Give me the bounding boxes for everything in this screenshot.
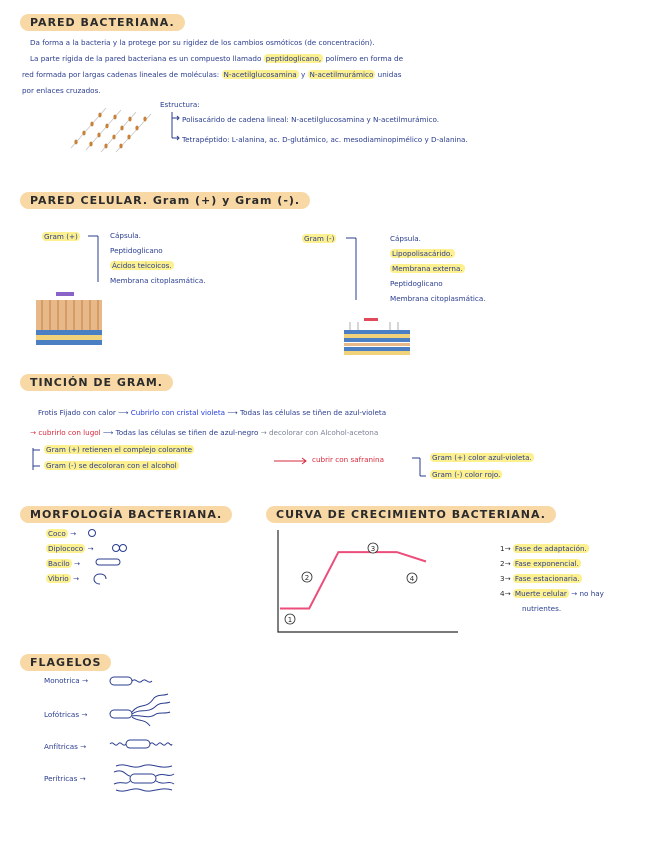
bacilo-icon	[96, 559, 120, 565]
gram-pos-item: Cápsula.	[110, 231, 141, 240]
gram-neg-item-text: Membrana externa.	[392, 264, 463, 273]
arrow-icon: →	[80, 742, 87, 751]
gram-neg-wall-illustration	[344, 318, 410, 356]
highlight-nam: N-acetilmurámico	[309, 70, 374, 79]
arrow-icon: →	[81, 676, 89, 685]
legend-num: 1	[500, 544, 505, 553]
lofotricas-icon	[108, 692, 174, 728]
tincion-line3	[44, 445, 194, 454]
line2-text-b: polímero en forma de	[325, 54, 404, 63]
legend-text: Fase estacionaria.	[514, 574, 580, 583]
red-arrow-icon	[274, 457, 310, 465]
tincion-result-gram-neg	[430, 470, 502, 479]
arrow-icon: →	[70, 529, 77, 538]
arrow-icon: ⟶	[102, 428, 114, 437]
pared-bacteriana-line4: por enlaces cruzados.	[22, 86, 101, 95]
gram-pos-item	[110, 258, 206, 273]
section-title-tincion: TINCIÓN DE GRAM.	[20, 374, 173, 391]
arrow-icon: →	[87, 544, 94, 553]
flagelo-item-anfitricas	[44, 742, 86, 751]
curva-legend-item	[500, 586, 604, 601]
arrow-icon: →	[504, 559, 513, 568]
morfologia-label: Vibrio	[48, 574, 69, 583]
gram-neg-list	[390, 231, 486, 306]
gram-pos-label	[42, 232, 80, 241]
section-title-morfologia: MORFOLOGÍA BACTERIANA.	[20, 506, 232, 523]
tincion-line4	[44, 461, 179, 470]
tincion-step-safranina: cubrir con safranina	[312, 455, 385, 464]
flagelo-item-peritricas	[44, 774, 86, 783]
line3-text-b: unidas	[377, 70, 402, 79]
gram-neg-label	[302, 234, 336, 243]
line3-y: y	[300, 70, 306, 79]
estructura-item-tetrapeptido: Tetrapéptido: L-alanina, ac. D-glutámico, ac. mesodiaminopimélico y D-alanina.	[182, 135, 468, 144]
arrow-icon: →	[504, 589, 513, 598]
morfologia-shapes	[86, 526, 136, 590]
section-title-pared-celular: PARED CELULAR. Gram (+) y Gram (-).	[20, 192, 310, 209]
flagelo-item-monotrica	[44, 676, 88, 685]
phase-marker	[368, 543, 378, 553]
peritricas-icon	[112, 762, 176, 794]
monotrica-icon	[108, 672, 158, 690]
gram-pos-item-text: Ácidos teicoicos.	[112, 261, 172, 270]
estructura-label: Estructura:	[160, 100, 200, 109]
morfologia-label: Diplococo	[48, 544, 84, 553]
gram-pos-wall-illustration	[36, 292, 102, 346]
highlight-peptidoglicano: peptidoglicano,	[265, 54, 322, 63]
gram-neg-item-text: Lipopolisacárido.	[392, 249, 453, 258]
tincion-step-cristal-violeta: Cubrirlo con cristal violeta	[130, 408, 226, 417]
morfologia-label: Bacilo	[48, 559, 70, 568]
arrow-icon: →	[571, 589, 578, 598]
curva-legend-item	[500, 571, 604, 586]
gram-neg-bracket	[346, 238, 366, 304]
arrow-icon: ⟶	[227, 408, 238, 417]
flagelo-item-lofotricas	[44, 710, 87, 719]
legend-extra: no hay	[579, 589, 604, 598]
vibrio-icon	[94, 574, 106, 584]
diplococo-icon	[113, 545, 127, 552]
gram-neg-item: Membrana citoplasmática.	[390, 294, 486, 303]
arrow-icon: →	[81, 710, 88, 719]
section-title-flagelos: FLAGELOS	[20, 654, 111, 671]
gram-pos-label-text: Gram (+)	[44, 232, 78, 241]
legend-num: 3	[500, 574, 505, 583]
arrow-icon: ⟶	[118, 408, 129, 417]
section-title-pared-bacteriana: PARED BACTERIANA.	[20, 14, 185, 31]
gram-neg-item: Peptidoglicano	[390, 279, 443, 288]
tincion-step-lugol: cubrirlo con lugol	[38, 428, 101, 437]
phase-marker	[285, 614, 295, 624]
curva-legend-continuation: nutrientes.	[522, 604, 562, 613]
phase-marker-label: 1	[287, 616, 293, 624]
flagelo-label: Perítricas	[44, 774, 78, 783]
arrow-icon: →	[30, 428, 37, 437]
line2-text-a: La parte rígida de la pared bacteriana es un compuesto llamado	[30, 54, 262, 63]
pared-bacteriana-line1: Da forma a la bacteria y la protege por su rigidez de los cambios osmóticos (de concentración).	[30, 38, 375, 47]
gram-neg-item: Cápsula.	[390, 234, 421, 243]
phase-marker-label: 2	[304, 574, 310, 582]
line3-text-a: red formada por largas cadenas lineales de moléculas:	[22, 70, 220, 79]
tincion-result-gram-pos-text: Gram (+) color azul-violeta.	[432, 453, 532, 462]
flagelo-label: Anfítricas	[44, 742, 78, 751]
tincion-result-negro: Todas las células se tiñen de azul-negro	[115, 428, 259, 437]
phase-marker-label: 4	[409, 575, 415, 583]
growth-curve-line	[280, 552, 426, 608]
pared-bacteriana-line2	[30, 54, 403, 63]
curva-legend-item	[500, 556, 604, 571]
curva-legend	[500, 541, 604, 616]
gram-pos-bracket	[88, 236, 108, 286]
highlight-nag: N-acetilglucosamina	[223, 70, 297, 79]
pared-bacteriana-line3	[22, 70, 401, 79]
arrow-icon: →	[504, 574, 513, 583]
tincion-gram-pos-retienen: Gram (+) retienen el complejo colorante	[46, 445, 193, 454]
section-title-curva: CURVA DE CRECIMIENTO BACTERIANA.	[266, 506, 556, 523]
gram-pos-list	[110, 228, 206, 288]
flagelo-label: Monotrica	[44, 676, 80, 685]
gram-neg-item	[390, 246, 486, 261]
coco-icon	[89, 530, 96, 537]
arrow-icon: →	[72, 574, 79, 583]
gram-pos-item: Membrana citoplasmática.	[110, 276, 206, 285]
legend-text: Muerte celular	[514, 589, 567, 598]
estructura-item-polisacarido: Polisacárido de cadena lineal: N-acetilglucosamina y N-acetilmurámico.	[182, 115, 440, 124]
legend-num: 4	[500, 589, 505, 598]
phase-marker-label: 3	[370, 545, 376, 553]
phase-marker	[302, 572, 312, 582]
arrow-icon: →	[73, 559, 81, 568]
anfitricas-icon	[108, 736, 174, 752]
curva-legend-item	[500, 541, 604, 556]
gram-pos-item: Peptidoglicano	[110, 246, 163, 255]
morfologia-label: Coco	[48, 529, 66, 538]
tincion-result-violeta: Todas las células se tiñen de azul-violeta	[239, 408, 387, 417]
legend-text: Fase exponencial.	[514, 559, 579, 568]
tincion-result-gram-neg-text: Gram (-) color rojo.	[432, 470, 501, 479]
tincion-step-decolorar: decolorar con Alcohol-acetona	[268, 428, 379, 437]
phase-marker	[407, 573, 417, 583]
legend-text: Fase de adaptación.	[514, 544, 587, 553]
flagelo-label: Lofótricas	[44, 710, 80, 719]
arrow-icon: →	[504, 544, 513, 553]
tincion-line2	[30, 428, 378, 437]
tincion-result-bracket	[412, 456, 428, 480]
tincion-gram-neg-decoloran: Gram (-) se decoloran con el alcohol	[46, 461, 177, 470]
tincion-step-frotis: Frotis Fijado con calor	[38, 408, 116, 417]
growth-curve-chart	[270, 530, 470, 640]
tincion-result-gram-pos	[430, 453, 534, 462]
arrow-icon: →	[260, 428, 267, 437]
bracket-arrows	[170, 112, 182, 142]
legend-num: 2	[500, 559, 505, 568]
peptidoglycan-structure-diagram	[66, 104, 156, 154]
arrow-icon: →	[79, 774, 86, 783]
gram-neg-label-text: Gram (-)	[304, 234, 335, 243]
tincion-bracket	[30, 448, 42, 472]
gram-neg-item	[390, 261, 486, 276]
tincion-line1	[38, 408, 386, 417]
